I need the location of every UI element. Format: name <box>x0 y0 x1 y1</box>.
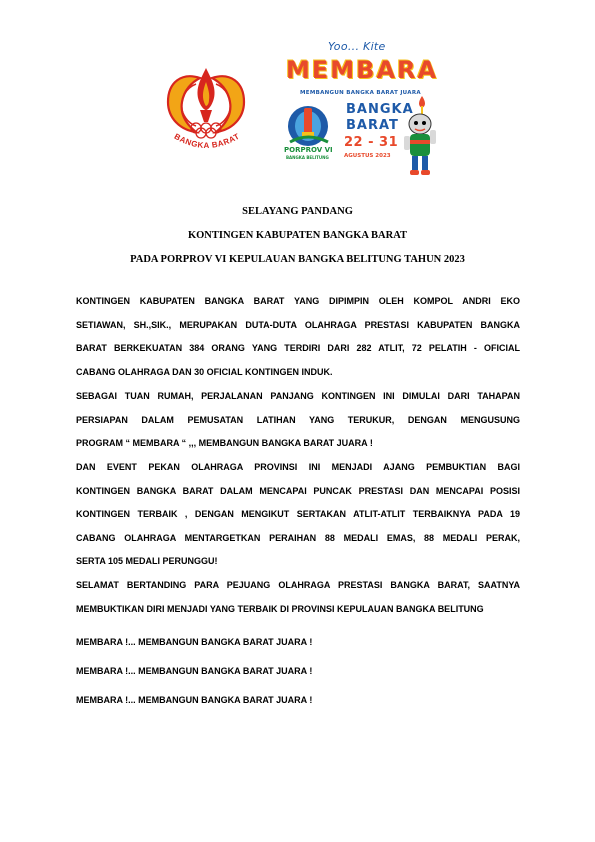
koni-emblem-icon <box>160 58 252 158</box>
slogan-2: MEMBARA !... MEMBANGUN BANGKA BARAT JUARA ! <box>76 666 313 676</box>
paragraph-1 <box>76 296 520 390</box>
doc-title-line2: KONTINGEN KABUPATEN BANGKA BARAT <box>187 230 408 241</box>
paragraph-line: KONTINGEN BANGKA BARAT DALAM MENCAPAI PUNCAK PRESTASI DAN MENCAPAI POSISI <box>76 485 520 496</box>
slogan-1: MEMBARA !... MEMBANGUN BANGKA BARAT JUARA ! <box>76 637 313 647</box>
event-host-line1: BANGKA <box>346 102 414 117</box>
porprov-subtitle: BANGKA BELITUNG <box>286 155 329 160</box>
porprov-title: PORPROV VI <box>284 146 333 154</box>
koni-bangka-barat-logo <box>160 58 252 158</box>
slogan-3: MEMBARA !... MEMBANGUN BANGKA BARAT JUARA ! <box>76 695 313 705</box>
koni-caption: BANGKA BARAT <box>172 131 242 151</box>
paragraph-3 <box>76 462 520 580</box>
svg-text:BANGKA BARAT <box>173 132 242 150</box>
paragraph-line: SEBAGAI TUAN RUMAH, PERJALANAN PANJANG KONTINGEN INI DIMULAI DARI TAHAPAN <box>76 391 520 401</box>
event-month: AGUSTUS 2023 <box>344 153 391 159</box>
event-host-line2: BARAT <box>346 118 399 133</box>
paragraph-line: PERSIAPAN DALAM PEMUSATAN LATIHAN YANG TERUKUR, DENGAN MENGUSUNG <box>76 414 520 425</box>
mascot-icon <box>400 94 440 178</box>
paragraph-line: SERTA 105 MEDALI PERUNGGU! <box>76 556 218 566</box>
paragraph-2 <box>76 391 520 462</box>
paragraph-4 <box>76 580 520 627</box>
paragraph-line: DAN EVENT PEKAN OLAHRAGA PROVINSI INI MENJADI AJANG PEMBUKTIAN BAGI <box>76 462 520 472</box>
paragraph-line: KONTINGEN KABUPATEN BANGKA BARAT YANG DIPIMPIN OLEH KOMPOL ANDRI EKO <box>76 296 520 306</box>
paragraph-line: CABANG OLAHRAGA DAN 30 OFICIAL KONTINGEN INDUK. <box>76 366 333 377</box>
paragraph-line: BARAT BERKEKUATAN 384 ORANG YANG TERDIRI DARI 282 ATLIT, 72 PELATIH - OFICIAL <box>76 343 520 353</box>
paragraph-line: SELAMAT BERTANDING PARA PEJUANG OLAHRAGA PRESTASI BANGKA BARAT, SAATNYA <box>76 580 520 590</box>
porprov-emblem-icon <box>282 102 340 148</box>
paragraph-line: SETIAWAN, SH.,SIK., MERUPAKAN DUTA-DUTA OLAHRAGA PRESTASI KABUPATEN BANGKA <box>76 319 520 330</box>
doc-title-line3: PADA PORPROV VI KEPULAUAN BANGKA BELITUNG TAHUN 2023 <box>130 254 465 265</box>
event-dates: 22 - 31 <box>344 135 399 150</box>
membara-subtitle: MEMBANGUN BANGKA BARAT JUARA <box>300 90 421 96</box>
paragraph-line: CABANG OLAHRAGA MENTARGETKAN PERAIHAN 88 MEDALI EMAS, 88 MEDALI PERAK, <box>76 532 520 543</box>
paragraph-line: PROGRAM “ MEMBARA “ ,,, MEMBANGUN BANGKA BARAT JUARA ! <box>76 438 373 448</box>
membara-wordmark: MEMBARA <box>286 56 439 84</box>
membara-porprov-logo <box>280 38 440 178</box>
membara-tagline-top: Yoo... Kite <box>328 40 386 53</box>
doc-title-line1: SELAYANG PANDANG <box>242 206 353 217</box>
paragraph-line: MEMBUKTIKAN DIRI MENJADI YANG TERBAIK DI PROVINSI KEPULAUAN BANGKA BELITUNG <box>76 603 484 614</box>
paragraph-line: KONTINGEN TERBAIK , DENGAN MENGIKUT SERTAKAN ATLIT-ATLIT TERBAIKNYA PADA 19 <box>76 509 520 519</box>
